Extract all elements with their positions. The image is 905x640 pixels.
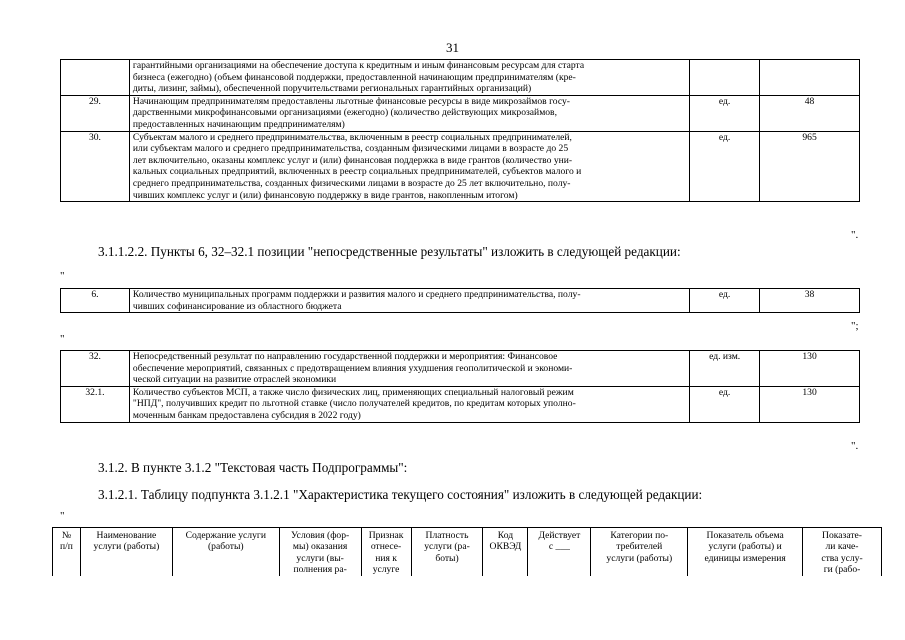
row-description (129, 386, 689, 422)
row-value: 48 (760, 95, 860, 131)
col-header-payment (411, 528, 483, 576)
opening-quote: " (60, 510, 65, 522)
row-description (129, 351, 689, 387)
row-number: 29. (61, 95, 130, 131)
header-line: с ___ (548, 541, 570, 553)
header-line: Признак (368, 530, 404, 541)
page-number: 31 (446, 40, 459, 55)
paragraph-3-1-1-2-2: 3.1.1.2.2. Пункты 6, 32–32.1 позиции "непосредственные результаты" изложить в следующей редакции: (98, 244, 681, 259)
text-line: кальных социальных предприятий, включенных в реестр социальных предпринимателей, субъектов малого и (132, 166, 582, 178)
header-line: Показате- (822, 530, 862, 541)
row-unit (690, 60, 760, 96)
row-number: 6. (61, 289, 130, 313)
header-line: ли каче- (825, 541, 859, 553)
row-description (129, 95, 689, 131)
row-value: 965 (760, 131, 860, 202)
header-line: п/п (60, 541, 73, 553)
col-header-consumers (591, 528, 688, 576)
row-value: 38 (760, 289, 860, 313)
text-line: бизнеса (ежегодно) (объем финансовой поддержки, предоставленной начинающим предпринимателям (кре- (132, 71, 576, 83)
text-line: моченным банкам предоставлена субсидия в 2022 году) (132, 409, 361, 421)
row-unit: ед. (690, 386, 760, 422)
header-line: Категории по- (610, 530, 669, 541)
text-line: Количество субъектов МСП, а также число физических лиц, применяющих специальный налоговый режим (132, 386, 574, 398)
col-header-service-name (80, 528, 172, 576)
table-row (61, 95, 860, 131)
closing-quote: ". (851, 229, 859, 241)
table-row (61, 131, 860, 202)
header-line: услуги (работы) (93, 541, 160, 553)
text-line: Начинающим предпринимателям предоставлены льготные финансовые ресурсы в виде микрозаймов госу- (132, 95, 570, 107)
row-unit: ед. (690, 289, 760, 313)
col-header-service-content (172, 528, 279, 576)
header-line: отнесе- (370, 541, 402, 553)
text-line: предоставленных начинающим предпринимателям) (132, 118, 345, 130)
header-line: боты) (435, 552, 459, 564)
header-line: услуги (вы- (296, 552, 344, 564)
results-table-item-6 (60, 288, 860, 313)
row-number: 32. (61, 351, 130, 387)
header-line: Условия (фор- (291, 530, 350, 541)
closing-quote: ". (851, 440, 859, 452)
header-line: Наименование (96, 530, 157, 541)
col-header-conditions (279, 528, 361, 576)
results-table-continued (60, 59, 860, 202)
col-header-quality-indicator (803, 528, 882, 576)
text-line: Субъектам малого и среднего предпринимательства, включенным в реестр социальных предпринимателей, (132, 131, 572, 143)
header-line: № (61, 530, 72, 541)
text-line: чивших софинансирование из областного бюджета (132, 300, 342, 312)
header-line: услуги (работы) (606, 552, 673, 564)
row-description (129, 60, 689, 96)
row-value (760, 60, 860, 96)
header-line: полнения ра- (293, 564, 347, 576)
header-line: услуги (работы) и (708, 541, 782, 553)
results-table-items-32 (60, 350, 860, 423)
text-line: гарантийными организациями на обеспечение доступа к кредитным и иным финансовым ресурсам для старта (132, 60, 585, 71)
row-number (61, 60, 130, 96)
header-line: ния к (375, 552, 397, 564)
header-line: единицы измерения (704, 552, 786, 564)
header-line: Код (497, 530, 514, 541)
row-description (129, 289, 689, 313)
table-row (61, 386, 860, 422)
col-header-okved (483, 528, 528, 576)
row-value: 130 (760, 386, 860, 422)
header-line: требителей (616, 541, 663, 553)
text-line: лет включительно, оказаны комплекс услуг и (или) финансовая поддержка в виде грантов (количество уни- (132, 154, 573, 166)
text-line: Количество муниципальных программ поддержки и развития малого и среднего предпринимательства, полу- (132, 289, 581, 300)
text-line: диты, лизинг, займы), обеспеченной поручительствами региональных гарантийных организаций) (132, 83, 532, 95)
col-header-valid-from (528, 528, 591, 576)
col-header-volume-indicator (688, 528, 803, 576)
row-description (129, 131, 689, 202)
header-line: ги (рабо- (823, 564, 861, 576)
text-line: ческой ситуации на развитие отраслей экономики (132, 374, 337, 386)
text-line: обеспечение мероприятий, связанных с предотвращением влияния ухудшения геополитической и экономи- (132, 362, 573, 374)
row-unit: ед. (690, 131, 760, 202)
header-line: мы) оказания (292, 541, 348, 553)
header-line: Содержание услуги (185, 530, 266, 541)
paragraph-3-1-2-1: 3.1.2.1. Таблицу подпункта 3.1.2.1 "Характеристика текущего состояния" изложить в следующей редакции: (98, 487, 703, 502)
text-line: "НПД", получивших кредит по льготной ставке (число получателей кредитов, по кредитам которых уполно- (132, 398, 576, 410)
text-line: или субъектам малого и среднего предпринимательства, созданным физическими лицами в возрасте до 25 (132, 143, 569, 155)
header-line: Платность (425, 530, 469, 541)
table-row (61, 289, 860, 313)
opening-quote: " (60, 270, 65, 282)
row-number: 30. (61, 131, 130, 202)
text-line: среднего предпринимательства, созданных физическими лицами в возрасте до 25 лет включительно, полу- (132, 177, 571, 189)
text-line: дарственными микрофинансовыми организациями (ежегодно) (количество действующих микрозаймов, (132, 107, 557, 119)
col-header-attribute (361, 528, 411, 576)
row-unit: ед. (690, 95, 760, 131)
header-line: Показатель объема (706, 530, 784, 541)
opening-quote: " (60, 333, 65, 345)
header-row (53, 528, 882, 576)
characteristics-table-header (52, 527, 882, 576)
table-row (61, 351, 860, 387)
header-line: ства услу- (821, 552, 863, 564)
header-line: ОКВЭД (489, 541, 522, 553)
col-header-number (53, 528, 81, 576)
header-line: услуги (ра- (424, 541, 470, 553)
header-line: (работы) (207, 541, 244, 553)
header-line: Действует (538, 530, 581, 541)
row-unit: ед. изм. (690, 351, 760, 387)
header-line: услуге (372, 564, 400, 576)
closing-quote: "; (851, 320, 859, 332)
text-line: Непосредственный результат по направлению государственной поддержки и мероприятия: Финансовое (132, 351, 558, 362)
row-number: 32.1. (61, 386, 130, 422)
paragraph-3-1-2: 3.1.2. В пункте 3.1.2 "Текстовая часть Подпрограммы": (98, 460, 408, 475)
row-value: 130 (760, 351, 860, 387)
text-line: чивших комплекс услуг и (или) финансовую поддержку в виде грантов, накопленным итогом) (132, 189, 518, 201)
table-row (61, 60, 860, 96)
